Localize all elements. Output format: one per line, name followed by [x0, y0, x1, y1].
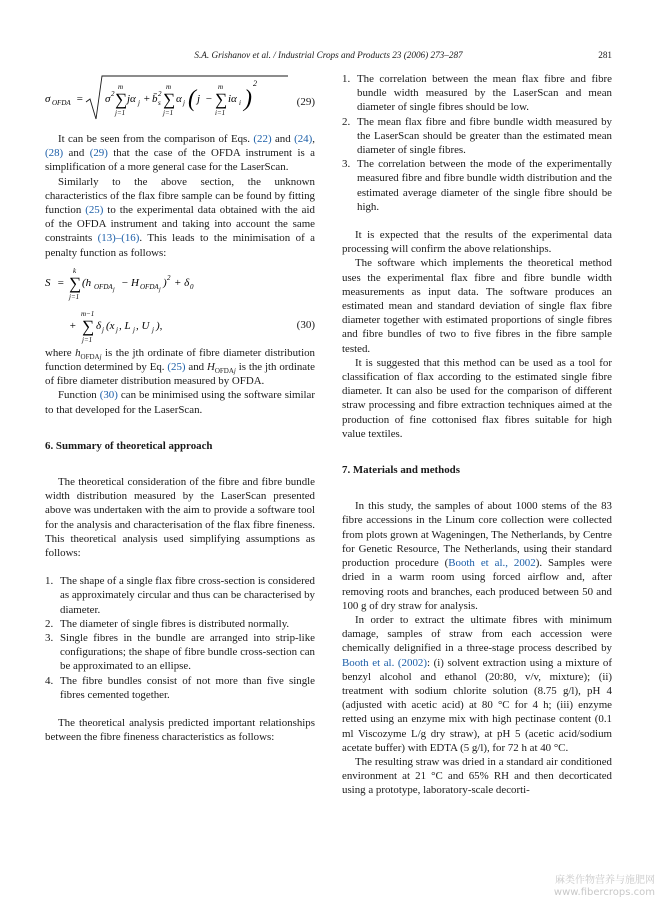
svg-text:∑: ∑ [163, 90, 176, 109]
list-item: 3. The correlation between the mode of the experimentally measured fibre and fibre bundle width distribution and the estimated average diameter of the single fibre should be high. [342, 158, 612, 213]
svg-text:i: i [239, 99, 241, 107]
page-number: 281 [598, 50, 612, 60]
svg-text:b̄: b̄ [152, 93, 158, 105]
svg-text:−: − [205, 93, 213, 105]
svg-text:+: + [69, 319, 77, 332]
eq-ref-link[interactable]: (24) [294, 133, 313, 145]
left-column [45, 72, 315, 745]
svg-text:2: 2 [158, 90, 162, 98]
svg-text:i=1: i=1 [215, 109, 226, 117]
svg-text:OFDA: OFDA [140, 282, 159, 291]
svg-text:j: j [133, 325, 135, 334]
svg-text:j: j [116, 325, 118, 334]
svg-text:(h: (h [82, 276, 92, 289]
svg-text:jα: jα [127, 93, 136, 105]
svg-text:(: ( [188, 86, 196, 112]
list-item: 1. The correlation between the mean flax fibre and fibre bundle width measured by the LaserScan and mean diameter of single fibres should be low. [342, 73, 612, 114]
citation-link[interactable]: Booth et al., 2002 [448, 557, 536, 570]
svg-text:∑: ∑ [82, 316, 95, 336]
svg-text:j: j [152, 325, 154, 334]
svg-text:α: α [176, 93, 182, 105]
svg-text:σ: σ [105, 93, 111, 105]
paragraph-predicted: The theoretical analysis predicted important relationships between the fibre fineness characteristics as follows: [45, 717, 315, 744]
svg-text:=: = [57, 276, 65, 289]
watermark: 麻类作物营养与施肥网 www.fibercrops.com [553, 875, 655, 898]
svg-text:),: ), [156, 319, 163, 332]
svg-text:, L: , L [119, 319, 131, 332]
svg-text:j: j [159, 286, 161, 293]
citation-link[interactable]: Booth et al. (2002) [342, 656, 427, 669]
svg-text:0: 0 [190, 282, 194, 291]
svg-text:σ: σ [45, 93, 51, 105]
svg-text:): ) [244, 86, 252, 112]
right-column [342, 72, 612, 798]
running-head-text: S.A. Grishanov et al. / Industrial Crops and Products 23 (2006) 273–287 [194, 50, 463, 60]
svg-text:∑: ∑ [215, 90, 228, 109]
svg-text:OFDA: OFDA [94, 282, 113, 291]
svg-text:j: j [197, 93, 201, 105]
svg-text:k: k [73, 266, 77, 275]
paragraph-suggested: It is suggested that this method can be used as a tool for classification of flax according to the estimated single fibre diameter. It can also be used for the comparison of different straw processing and fibre extraction techniques aimed at the production of fine cottonised flax fibres suitable for high value textiles. [342, 356, 612, 440]
eq-ref-link[interactable]: (25) [167, 361, 186, 374]
svg-text:j=1: j=1 [69, 292, 80, 301]
list-item: 4. The fibre bundles consist of not more than five single fibres cemented together. [45, 674, 315, 701]
svg-text:(x: (x [106, 319, 115, 332]
eq-ref-link[interactable]: (30) [99, 389, 118, 402]
svg-text:δ: δ [96, 319, 102, 332]
svg-text:j: j [102, 325, 104, 334]
paragraph-where: where $h_{OFDAj}$ is the jth ordinate of fibre diameter distribution function determined by Eq. (25) and $H_{OFDAj}$ is the jth ordinate of fibre diameter distribution measured by OFDA. [45, 346, 315, 388]
paragraph-fitting: Similarly to the above section, the unknown characteristics of the flax fibre sample can be found by fitting function (25) to the experimental data obtained with the aid of the OFDA instrument and taking into account the same constraints (13)–(16). This leads to the minimisation of a penalty function as follows: [45, 175, 315, 259]
paragraph-function-30: Function (30) can be minimised using the software similar to that developed for the LaserScan. [45, 389, 315, 416]
running-head [45, 50, 612, 64]
paragraph-software: The software which implements the theoretical method uses the experimental flax fibre and fibre bundle width measurements as input data. The software produces an estimated mean and standard deviation of single flax fibre diameter together with estimated proportions of single fibres and fibre bundles of two to five fibres in the fibre sample tested. [342, 257, 612, 355]
svg-text:+: + [143, 93, 151, 105]
svg-text:m: m [218, 83, 224, 91]
eq-ref-link[interactable]: (28) [45, 147, 64, 160]
svg-text:s: s [158, 99, 161, 107]
equation-30-graphic [45, 260, 315, 346]
svg-text:j: j [138, 99, 140, 107]
svg-text:, U: , U [136, 319, 150, 332]
svg-text:m−1: m−1 [81, 309, 95, 318]
eq-ref-link[interactable]: (13)–(16) [97, 232, 140, 245]
equation-29-number: (29) [296, 96, 315, 108]
svg-text:j=1: j=1 [163, 109, 174, 117]
svg-text:−: − [121, 276, 129, 289]
svg-text:j=1: j=1 [82, 335, 93, 344]
predictions-list [342, 72, 612, 214]
paragraph-extraction: In order to extract the ultimate fibres with minimum damage, samples of straw from each accession were chemically delignified in a three-stage process described by Booth et al. (2002): (i) solvent extraction using a mixture of benzyl alcohol and ethanol (20:80, v/v, mixture); (ii) treatment with sodium chlorite solution (8.75 g/l), pH 4 (adjusted with acetic acid) at 80 °C for 4 h; (iii) enzyme retted using an enzyme mix with high pectinase content (0.1 ml Viscozyme L/g dry straw), at pH 5 (acetic acid/sodium acetate buffer) with EDTA (5 g/l), for 72 h at 40 °C. [342, 613, 612, 754]
svg-text:OFDA: OFDA [52, 99, 71, 107]
svg-text:∑: ∑ [69, 273, 82, 293]
paragraph-summary: The theoretical consideration of the fibre and fibre bundle width distribution measured by the LaserScan presented above was undertaken with the aim to provide a software tool for the analysis and characterisation of the flax fibre fineness. This theoretical analysis used simplifying assumptions as follows: [45, 476, 315, 560]
eq-ref-link[interactable]: (29) [89, 147, 108, 160]
svg-text:2: 2 [111, 90, 115, 98]
list-item: 3. Single fibres in the bundle are arranged into strip-like configurations; the shape of fibre bundle cross-section can be approximated to an ellipse. [45, 632, 315, 673]
equation-29 [45, 72, 315, 124]
equation-29-graphic [45, 72, 295, 124]
svg-text:2: 2 [167, 273, 171, 282]
svg-text:j: j [183, 99, 185, 107]
paragraph-expected: It is expected that the results of the experimental data processing will confirm the above relationships. [342, 229, 612, 256]
eq-ref-link[interactable]: (25) [85, 204, 104, 217]
section-7-heading: 7. Materials and methods [342, 464, 460, 477]
list-item: 1. The shape of a single flax fibre cross-section is considered as approximately circular and thus can be characterised by diameter. [45, 575, 315, 616]
equation-30 [45, 260, 315, 346]
svg-text:): ) [163, 276, 167, 289]
eq-ref-link[interactable]: (22) [253, 133, 272, 145]
svg-text:+ δ: + δ [174, 276, 190, 289]
svg-text:j=1: j=1 [115, 109, 126, 117]
paragraph-eq-comparison: It can be seen from the comparison of Eqs. (22) and (24), (28) and (29) that the case of the OFDA instrument is a simplification of a more general case for the LaserScan. [45, 133, 315, 174]
list-item: 2. The diameter of single fibres is distributed normally. [45, 617, 290, 630]
svg-text:j: j [113, 286, 115, 293]
svg-text:H: H [131, 276, 139, 289]
svg-text:m: m [166, 83, 172, 91]
svg-text:S: S [45, 276, 51, 289]
paragraph-samples: In this study, the samples of about 1000 stems of the 83 fibre accessions in the Linum core collection were collected from plots grown at Wageningen, The Netherlands, by Centre for Genetic Resource, The Netherlands, using their standard production procedure (Booth et al., 2002). Samples were dried in a warm room using forced airflow and, after removing roots and branches, each produced between 50 and 100 g of dry straw for analysis. [342, 500, 613, 612]
svg-text:iα: iα [228, 93, 237, 105]
paragraph-drying: The resulting straw was dried in a standard air conditioned environment at 21 °C and 65% RH and then decorticated using a prototype, laboratory-scale decorti- [342, 755, 612, 797]
svg-text:=: = [76, 93, 84, 105]
list-item: 2. The mean flax fibre and fibre bundle width measured by the LaserScan should be greater than the estimated mean diameter of single fibres. [342, 115, 612, 157]
svg-text:∑: ∑ [115, 90, 128, 109]
equation-30-number: (30) [296, 318, 315, 331]
svg-text:m: m [118, 83, 124, 91]
assumptions-list [45, 574, 315, 702]
section-6-heading: 6. Summary of theoretical approach [45, 439, 213, 452]
svg-text:2: 2 [253, 79, 257, 88]
